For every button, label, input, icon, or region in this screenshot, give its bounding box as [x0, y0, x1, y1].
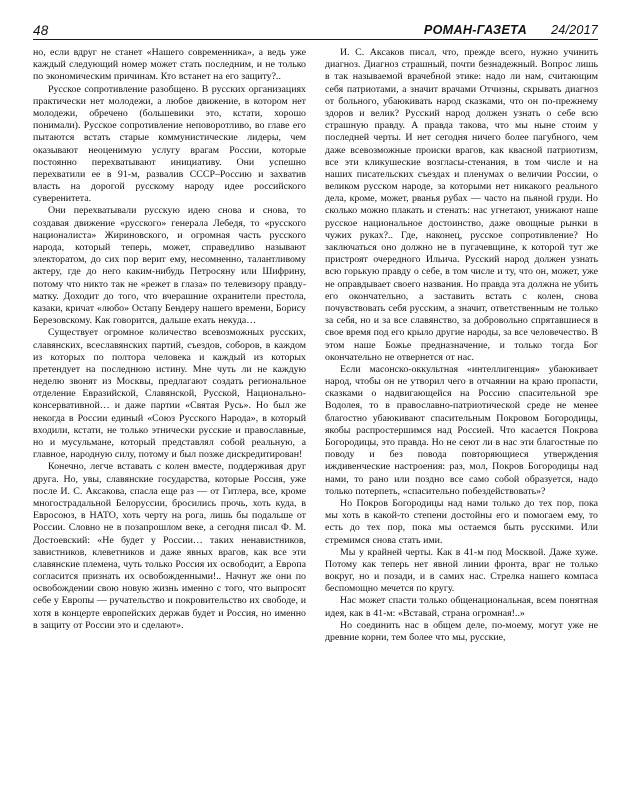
- issue-number: 24/2017: [551, 23, 598, 38]
- running-head-right: [424, 24, 598, 37]
- publication-title: РОМАН-ГАЗЕТА: [423, 23, 528, 38]
- paragraph: Существует огромное количество всевозможных русских, славянских, всеславянских партий, съездов, соборов, в каждом из которых по полтора человека и каждый из которых претендует на последнюю истину. Мне чуть ли не каждую неделю звонят из Москвы, предлагают создать региональное отделение Евразийской, Славянской, Русской, Национально-консервативной… и даже партии «Святая Русь». Но был же некогда в России единый «Союз Русского Народа», в который входили, кстати, не только этнически русские и православные, но и мусульмане, который представлял собой реальную, а главное, народную силу, потому и был позже дискредитирован!: [33, 327, 306, 461]
- paragraph: Нас может спасти только общенациональная, всем понятная идея, как в 41-м: «Вставай, страна огромная!..»: [325, 595, 598, 619]
- body-columns: [33, 47, 598, 787]
- page-number: 48: [33, 22, 49, 38]
- paragraph: Но соединить нас в общем деле, по-моему, могут уже не древние корни, тем более что мы, русские,: [325, 619, 598, 643]
- paragraph: Но Покров Богородицы над нами только до тех пор, пока мы хоть в какой-то степени достойны его и помогаем ему, то есть до тех пор, пока мы остаемся быть русскими. Или стремимся снова стать ими.: [325, 497, 598, 546]
- paragraph: Они перехватывали русскую идею снова и снова, то создавая движение «русского» генерала Лебедя, то «русского националиста» Жириновского, и огромная часть русского народа, который теперь, может, справедливо называют электоратом, до сих пор верит ему, несомненно, талантливому актеру, где до него каким-нибудь Петросяну или Шифрину, потому что никто так не «режет в глаза» по телевизору правду-матку. Доходит до того, что вчерашние охранители престола, казаки, кричат «любо» Остапу Бендеру нашего времени, Борису Березовскому. Как говорится, дальше ехать некуда…: [33, 205, 306, 327]
- column-right: [325, 47, 598, 787]
- paragraph: но, если вдруг не станет «Нашего современника», а ведь уже каждый следующий номер может стать последним, и не только по экономическим причинам. Кто встанет на его защиту?..: [33, 47, 306, 83]
- paragraph: Конечно, легче вставать с колен вместе, поддерживая друг друга. Но, увы, славянские государства, которые Россия, уже после И. С. Аксакова, спасла еще раз — от Гитлера, все, кроме многострадальной Белоруссии, бросились прочь, хоть куда, в Евросоюз, в НАТО, хоть черту на рога, лишь бы подальше от России. Словно не в позапрошлом веке, а сегодня писал Ф. М. Достоевский: «Не будет у России… таких ненавистников, завистников, клеветников и даже явных врагов, как все эти славянские племена, чуть только Россия их освободит, а Европа согласится признать их освобожденными!.. Начнут же они по освобождении свою новую жизнь именно с того, что выпросят себе у Европы — ручательство и покровительство их свободе, и хотя в концерте европейских держав будет и Россия, но именно в защиту от России это и сделают».: [33, 461, 306, 631]
- column-left: [33, 47, 306, 787]
- paragraph: И. С. Аксаков писал, что, прежде всего, нужно учинить диагноз. Диагноз страшный, почти безнадежный. Вопрос лишь в так называемой врачебной этике: надо ли нам, считающим себя патриотами, а значит врачами Отчизны, скрывать диагноз от больного, убаюкивать народ сказками, что он по-прежнему здоров и велик? Русский народ должен узнать о себе всю страшную правду. А правда такова, что мы ныне стоим у последней черты. И нет сегодня ничего более пагубного, чем даже всевозможные происки врагов, как квасной патриотизм, все эти кликушеские возгласы-стенания, в том числе и на наших писательских съездах и пленумах о величии России, о великом русском народе, за которыми нет никакого реального дела, кроме, может, рванья рубах — часто на пьяной груди. Но сколько можно плакать и стенать: нас угнетают, унижают наше русское национальное достоинство, даже овощные рынки в чужих руках?.. Где, наконец, русское сопротивление? Но заключаться оно должно не в пугачевщине, к которой тут же пристроят очередного Ильича. Русский народ должен узнать всю горькую правду о себе, в том числе и ту, что он, может, уже не оправдывает своего названия. Но правда эта должна не убить его окончательно, а заставить встать с колен, снова почувствовать себя русским, а значит, ответственным не только за себя, но и за все славянство, за добровольно спрятавшиеся в свое время под его крыло другие народы, за все человечество. В этом наше Божье предназначение, и только тогда Бог окончательно не отвернется от нас.: [325, 47, 598, 363]
- paragraph: Если масонско-оккультная «интеллигенция» убаюкивает народ, чтобы он не утворил чего в отчаянии на краю пропасти, сказками о надвигающейся на Россию спасительной эре Водолея, то в православно-патриотической среде не менее благостно убаюкивают спасительным Покровом Богородицы, якобы распростершимся над Россией. Что касается Покрова Богородицы, это правда. Но не сеют ли в нас эти благостные по поводу и без повода повторяющиеся утверждения иждивенческие настроения: раз, мол, Покров Богородицы над нами, то рано или поздно все само собой образуется, надо только потерпеть, «спасительно побездействовать»?: [325, 363, 598, 497]
- running-head: [33, 18, 598, 40]
- paragraph: Мы у крайней черты. Как в 41-м под Москвой. Даже хуже. Потому как теперь нет явной линии фронта, враг не только вокруг, но и позади, и в самих нас. Стрелка нашего компаса беспомощно мечется по кругу.: [325, 546, 598, 595]
- paragraph: Русское сопротивление разобщено. В русских организациях практически нет молодежи, а любое движение, в котором нет молодежи, обречено (большевики это, кстати, хорошо понимали). Русское сопротивление неповоротливо, во главе его пытаются встать старые коммунистические лидеры, чем оказывают неоценимую услугу врагам России, которые постоянно перехватывают инициативу. Они успешно перехватили ее в 91-м, развалив СССР–Россию и захватив власть на дорогой русскому народу идее российского суверенитета.: [33, 83, 306, 205]
